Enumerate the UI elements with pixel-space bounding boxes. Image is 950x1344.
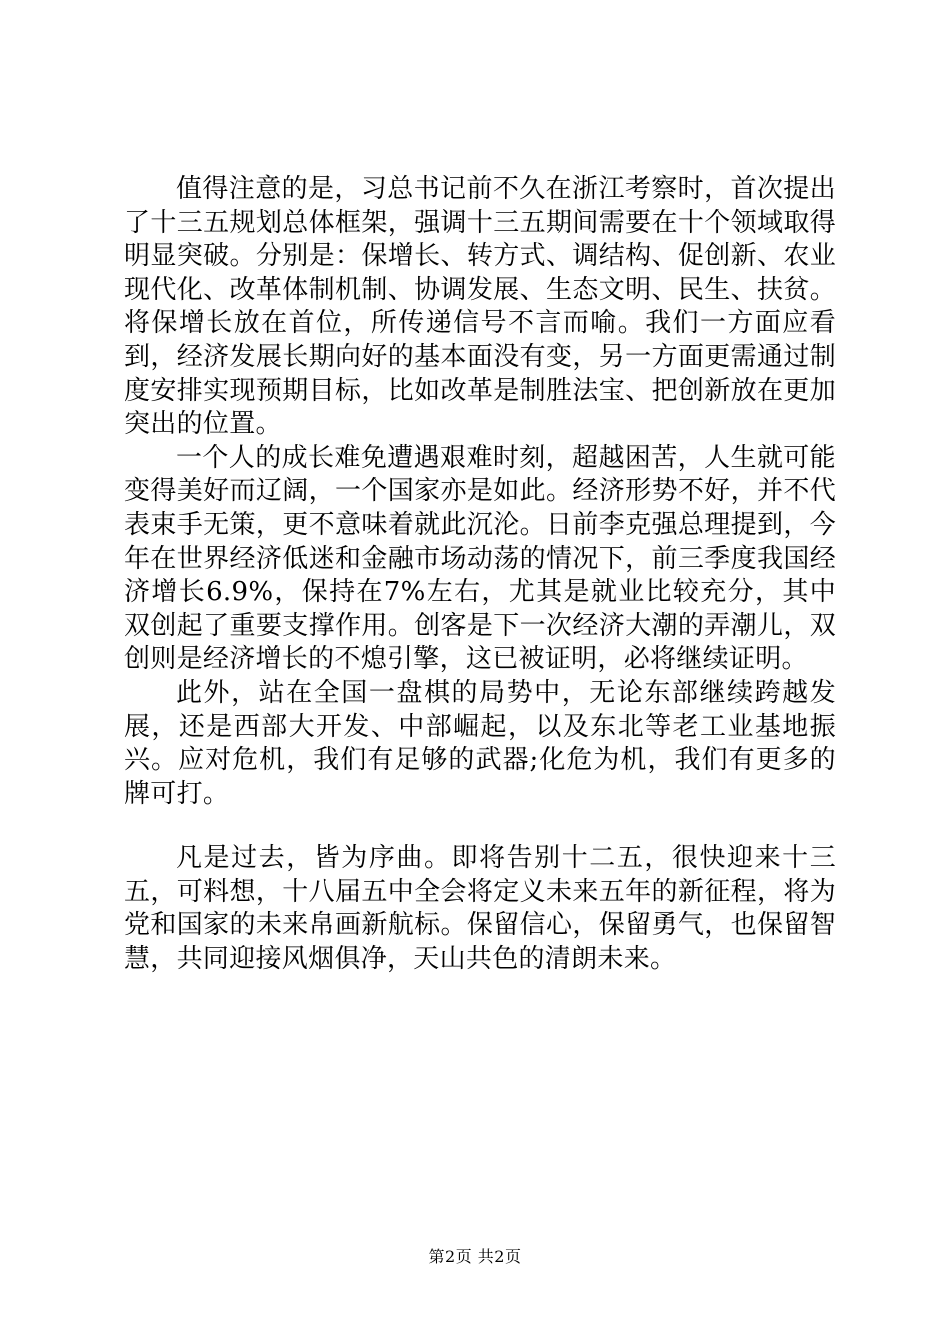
paragraph-spacer [124,811,836,842]
document-body [124,173,836,977]
page-number-footer: 第2页 共2页 [428,1247,522,1266]
paragraph-3: 此外，站在全国一盘棋的局势中，无论东部继续跨越发展，还是西部大开发、中部崛起，以及东北等老工业基地振兴。应对危机，我们有足够的武器;化危为机，我们有更多的牌可打。 [124,677,836,809]
paragraph-4: 凡是过去，皆为序曲。即将告别十二五，很快迎来十三五，可料想，十八届五中全会将定义未来五年的新征程，将为党和国家的未来帛画新航标。保留信心，保留勇气，也保留智慧，共同迎接风烟俱净，天山共色的清朗未来。 [124,843,836,975]
paragraph-2: 一个人的成长难免遭遇艰难时刻，超越困苦，人生就可能变得美好而辽阔，一个国家亦是如此。经济形势不好，并不代表束手无策，更不意味着就此沉沦。日前李克强总理提到，今年在世界经济低迷和金融市场动荡的情况下，前三季度我国经济增长6.9%，保持在7%左右，尤其是就业比较充分，其中双创起了重要支撑作用。创客是下一次经济大潮的弄潮儿，双创则是经济增长的不熄引擎，这已被证明，必将继续证明。 [124,442,836,675]
paragraph-1: 值得注意的是，习总书记前不久在浙江考察时，首次提出了十三五规划总体框架，强调十三五期间需要在十个领域取得明显突破。分别是：保增长、转方式、调结构、促创新、农业现代化、改革体制机制、协调发展、生态文明、民生、扶贫。将保增长放在首位，所传递信号不言而喻。我们一方面应看到，经济发展长期向好的基本面没有变，另一方面更需通过制度安排实现预期目标，比如改革是制胜法宝、把创新放在更加突出的位置。 [124,174,836,440]
